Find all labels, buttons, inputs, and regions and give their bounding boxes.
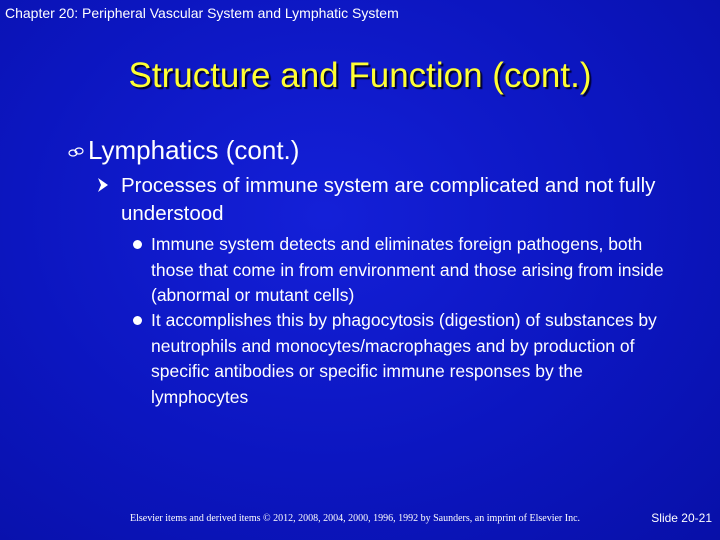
bullet-level1: Lymphatics (cont.) xyxy=(88,135,300,165)
slide-title: Structure and Function (cont.) xyxy=(128,56,592,95)
bullet-level2: Processes of immune system are complicated and not fully understood xyxy=(121,174,656,225)
arrow-right-icon xyxy=(97,177,109,193)
bullet-level3: It accomplishes this by phagocytosis (digestion) of substances by neutrophils and monocytes/macrophages and by production of specific antibodies or specific immune responses by the lymphocytes xyxy=(151,310,657,407)
footer-copyright: Elsevier items and derived items © 2012, 2008, 2004, 2000, 1996, 1992 by Saunders, an imprint of Elsevier Inc. xyxy=(130,513,581,524)
lymph-node-icon xyxy=(68,147,84,157)
chapter-header: Chapter 20: Peripheral Vascular System and Lymphatic System xyxy=(5,5,399,21)
dot-icon xyxy=(133,316,142,325)
dot-icon xyxy=(133,240,142,249)
bullet-level3: Immune system detects and eliminates foreign pathogens, both those that come in from environment and those arising from inside (abnormal or mutant cells) xyxy=(151,234,664,305)
slide-number: Slide 20-21 xyxy=(651,511,712,525)
